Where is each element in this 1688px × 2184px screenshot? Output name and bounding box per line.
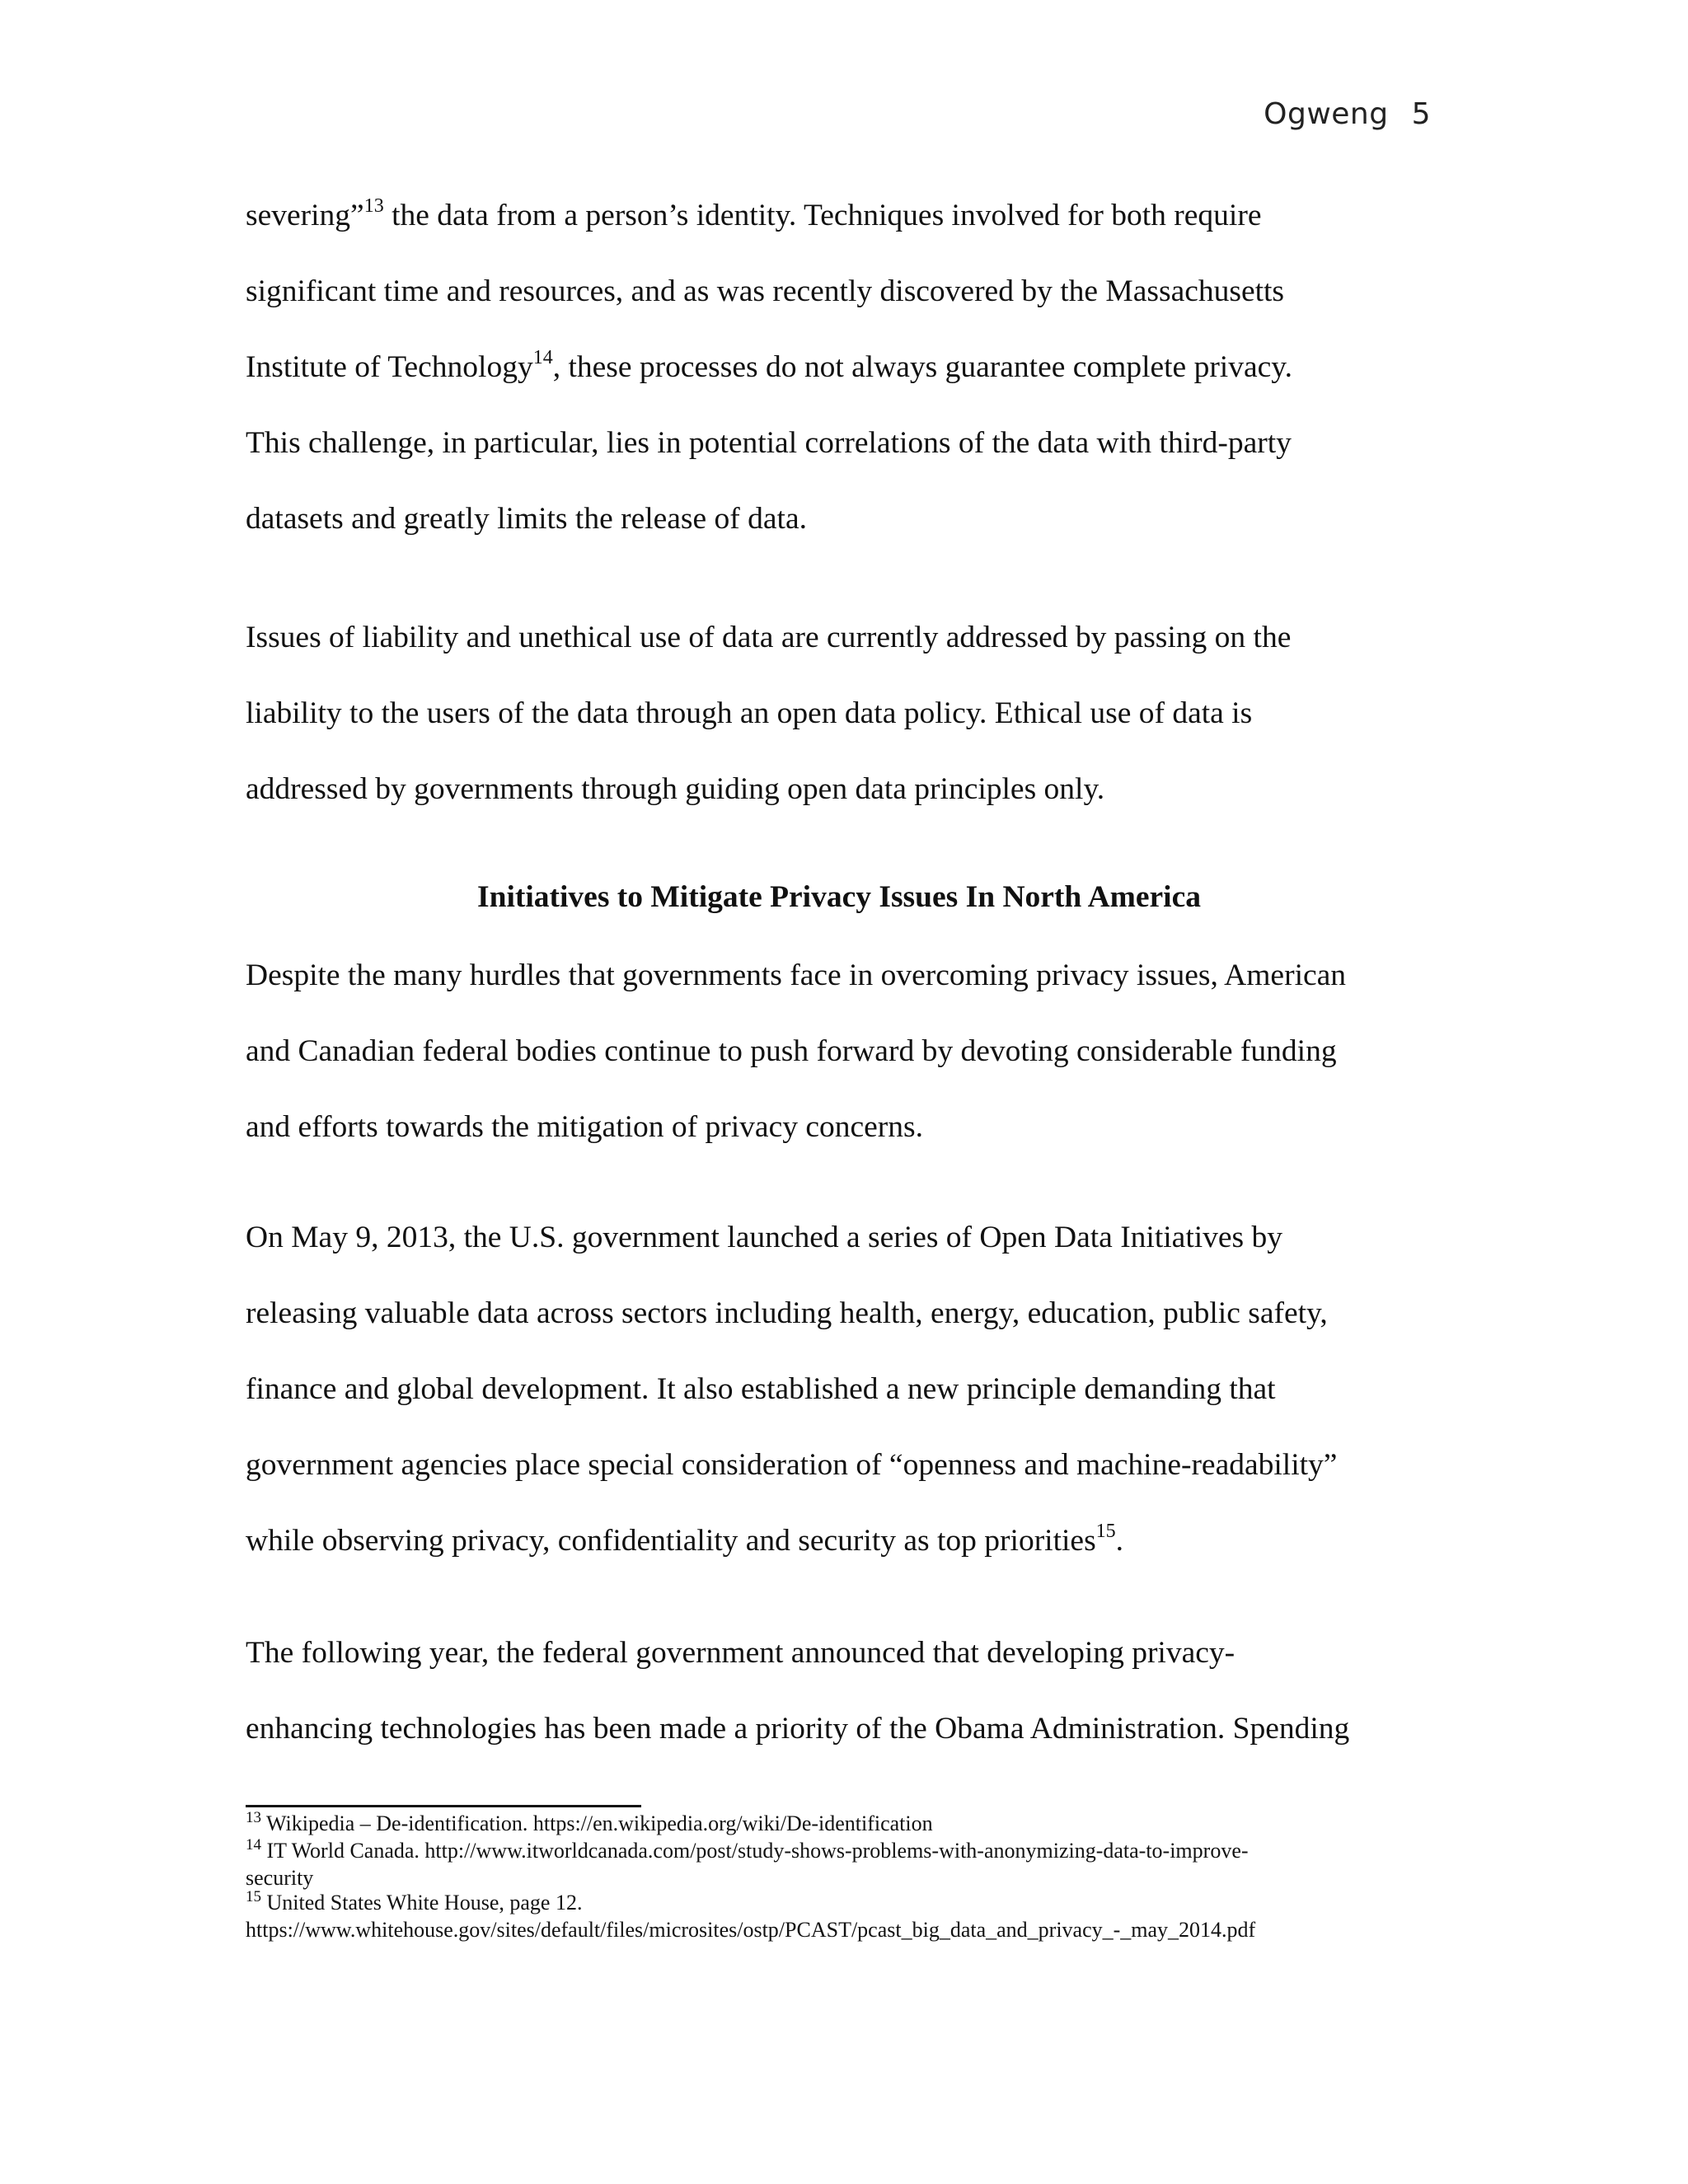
paragraph-line [246,330,1432,405]
footnote-text[interactable]: Wikipedia – De-identification. https://en.wikipedia.org/wiki/De-identification [261,1811,933,1835]
paragraph-line: significant time and resources, and as was recently discovered by the Massachusetts [246,274,1285,308]
footnote-number: 13 [246,1809,261,1826]
text-run: while observing privacy, confidentiality and security as top priorities [246,1524,1096,1558]
footnote-text[interactable]: IT World Canada. http://www.itworldcanada.com/post/study-shows-problems-with-anonymizing-data-to-improve- [261,1839,1249,1863]
paragraph-line: Issues of liability and unethical use of data are currently addressed by passing on the [246,621,1292,654]
footnotes [246,1811,1465,1943]
footnote-separator [246,1805,641,1807]
footnote-14-continuation[interactable]: security [246,1866,314,1890]
footnote-15-url[interactable]: https://www.whitehouse.gov/sites/default/files/microsites/ostp/PCAST/pcast_big_data_and_privacy_-_may_2014.pdf [246,1918,1256,1942]
paragraph-3 [246,938,1432,1165]
text-run: the data from a person’s identity. Techniques involved for both require [383,199,1262,232]
paragraph-line: liability to the users of the data through an open data policy. Ethical use of data is [246,696,1253,730]
footnote-number: 14 [246,1836,261,1854]
paragraph-line: releasing valuable data across sectors including health, energy, education, public safety, [246,1296,1328,1330]
paragraph-4 [246,1200,1432,1579]
paragraph-line: addressed by governments through guiding open data principles only. [246,772,1105,806]
paragraph-1 [246,178,1432,557]
paragraph-line: datasets and greatly limits the release of data. [246,502,807,536]
footnote-15 [246,1888,1465,1918]
paragraph-line: enhancing technologies has been made a priority of the Obama Administration. Spending [246,1712,1350,1746]
footnote-14 [246,1836,1465,1866]
paragraph-2 [246,600,1432,827]
paragraph-line [246,178,1432,254]
paragraph-line: Despite the many hurdles that governments face in overcoming privacy issues, American [246,958,1347,992]
section-heading: Initiatives to Mitigate Privacy Issues In North America [477,880,1201,914]
footnote-text: United States White House, page 12. [261,1891,583,1915]
footnote-ref-13[interactable]: 13 [363,195,384,217]
text-run: , these processes do not always guarantee complete privacy. [552,350,1292,384]
paragraph-line: On May 9, 2013, the U.S. government launched a series of Open Data Initiatives by [246,1221,1283,1254]
footnote-number: 15 [246,1888,261,1905]
text-run: . [1115,1524,1124,1558]
paragraph-5 [246,1615,1432,1767]
text-run: severing” [246,199,364,232]
paragraph-line: finance and global development. It also established a new principle demanding that [246,1372,1276,1406]
paragraph-line: This challenge, in particular, lies in potential correlations of the data with third-party [246,426,1292,460]
paragraph-line: government agencies place special consideration of “openness and machine-readability” [246,1448,1338,1482]
header-page-number: 5 [1411,97,1431,131]
page-header [1264,97,1431,131]
header-author: Ogweng [1264,97,1389,131]
paragraph-line [246,1503,1432,1579]
footnote-ref-15[interactable]: 15 [1095,1521,1116,1542]
paragraph-line: and efforts towards the mitigation of privacy concerns. [246,1110,923,1144]
text-run: Institute of Technology [246,350,533,384]
footnote-13 [246,1811,1465,1839]
footnote-ref-14[interactable]: 14 [532,347,553,368]
paragraph-line: The following year, the federal government announced that developing privacy- [246,1636,1236,1670]
paragraph-line: and Canadian federal bodies continue to push forward by devoting considerable funding [246,1034,1337,1068]
